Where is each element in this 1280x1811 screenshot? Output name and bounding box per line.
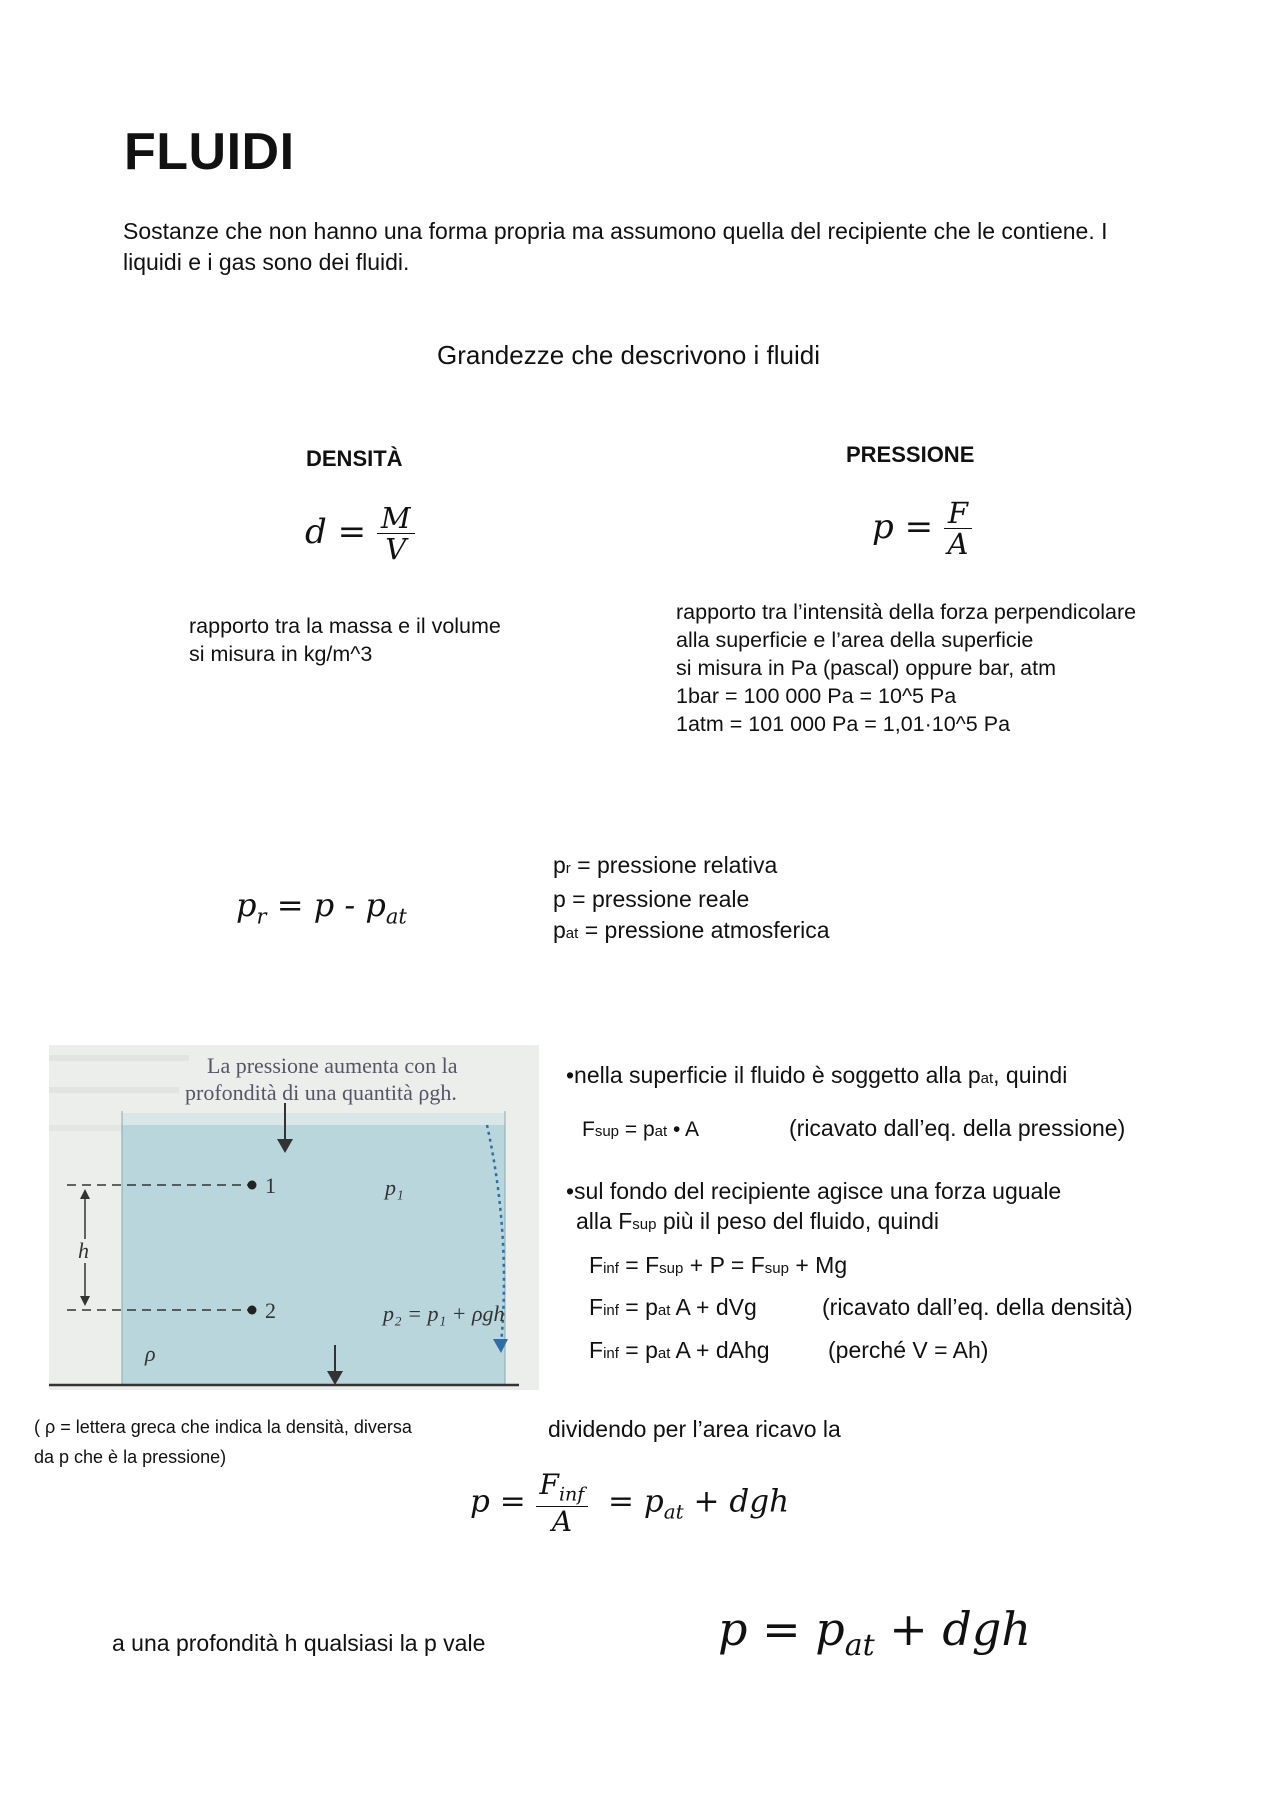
pressure-depth-figure: [49, 1045, 539, 1390]
legend-subscript: r: [565, 860, 571, 877]
legend-text: = pressione atmosferica: [578, 917, 830, 943]
legend-line-relative: [553, 850, 830, 884]
eq-text: = p: [618, 1337, 658, 1363]
numerator-subscript: inf: [558, 1483, 585, 1506]
bullet-subscript: at: [980, 1070, 994, 1087]
final-denominator: A: [551, 1504, 573, 1538]
legend-symbol: p: [553, 852, 566, 878]
eq-symbol: F: [589, 1252, 604, 1278]
density-description: [189, 612, 501, 668]
finf-note-2: (ricavato dall’eq. della densità): [822, 1294, 1133, 1320]
pressure-formula-lhs: p =: [872, 506, 934, 547]
bullet-text: più il peso del fluido, quindi: [656, 1208, 940, 1234]
final-fraction: [536, 1470, 589, 1536]
formula-lhs: p = p: [718, 1602, 845, 1656]
legend-subscript: at: [565, 925, 579, 942]
pressure-line: alla superficie e l’area della superficie: [676, 628, 1034, 652]
bullet-bottom-line-1: •sul fondo del recipiente agisce una forza uguale: [566, 1178, 1062, 1204]
eq-subscript: sup: [764, 1260, 789, 1277]
finf-equation-3: [589, 1337, 770, 1364]
legend-text: = pressione relativa: [570, 852, 778, 878]
h-label: h: [78, 1238, 89, 1263]
eq-subscript: at: [657, 1302, 671, 1319]
eq-text: + Mg: [788, 1252, 848, 1278]
formula-lhs: p =: [470, 1483, 526, 1520]
eq-symbol: F: [589, 1294, 604, 1320]
legend-symbol: p: [553, 886, 566, 912]
eq-text: • A: [667, 1118, 700, 1141]
eq-text: + P = F: [683, 1252, 765, 1278]
legend-text: = pressione reale: [565, 886, 750, 912]
eq-subscript: inf: [603, 1302, 619, 1319]
pressure-heading: PRESSIONE: [846, 442, 975, 467]
intro-paragraph: Sostanze che non hanno una forma propria ma assumono quella del recipiente che le contiene. I liquidi e i gas sono dei fluidi.: [123, 218, 1108, 275]
eq-text: = p: [618, 1294, 658, 1320]
figure-caption-line-2: profondità di una quantità ρgh.: [185, 1080, 457, 1105]
final-pressure-formula: [470, 1470, 789, 1536]
finf-equation-2: [589, 1294, 757, 1321]
eq-subscript: sup: [659, 1260, 684, 1277]
bullet-text: alla F: [576, 1208, 633, 1234]
rho-note-line: ( ρ = lettera greca che indica la densità, diversa: [34, 1417, 412, 1437]
numerator-symbol: F: [539, 1468, 559, 1501]
rho-note: [34, 1412, 412, 1472]
formula-rest: + dgh: [874, 1602, 1031, 1656]
bullet-text: •nella superficie il fluido è soggetto alla p: [566, 1062, 981, 1088]
p1-label: p₁: [385, 1175, 404, 1200]
section-subtitle: Grandezze che descrivono i fluidi: [437, 340, 820, 370]
bullet-bottom: [566, 1176, 1061, 1240]
pressure-line: 1atm = 101 000 Pa = 1,01·10^5 Pa: [676, 712, 1011, 736]
density-numerator: M: [377, 503, 415, 534]
pressure-denominator: A: [947, 527, 969, 562]
pressure-formula: [872, 498, 972, 560]
eq-subscript: inf: [603, 1345, 619, 1362]
eq-subscript: inf: [603, 1260, 619, 1277]
bullet-surface: [566, 1062, 1067, 1089]
density-denominator: V: [385, 532, 407, 567]
legend-symbol: p: [553, 917, 566, 943]
pressure-line: si misura in Pa (pascal) oppure bar, atm: [676, 656, 1056, 680]
p2-label: p₂ = p₁ + ρgh: [383, 1301, 505, 1326]
fsup-note: (ricavato dall’eq. della pressione): [789, 1115, 1126, 1141]
page-title: FLUIDI: [124, 123, 295, 181]
density-line: si misura in kg/m^3: [189, 642, 373, 666]
dividing-text: dividendo per l’area ricavo la: [548, 1416, 841, 1442]
density-line: rapporto tra la massa e il volume: [189, 614, 501, 638]
eq-text: A + dVg: [670, 1294, 757, 1320]
eq-subscript: at: [657, 1345, 671, 1362]
pressure-fraction: [944, 498, 972, 560]
formula-symbol: p: [236, 886, 257, 924]
eq-text: A + dAhg: [670, 1337, 770, 1363]
final-numerator: [536, 1470, 589, 1507]
eq-symbol: F: [589, 1337, 604, 1363]
density-heading: DENSITÀ: [306, 446, 403, 471]
legend-line-atmospheric: [553, 915, 830, 949]
density-fraction: [377, 503, 415, 565]
pressure-description: [676, 598, 1136, 738]
pressure-numerator: F: [944, 498, 972, 529]
bullet-bottom-line-2: [566, 1206, 1061, 1240]
point-1-label: 1: [265, 1173, 276, 1198]
formula-subscript: at: [663, 1499, 684, 1524]
density-formula: [305, 503, 415, 565]
formula-subscript: at: [385, 904, 407, 929]
formula-middle: = p -: [266, 886, 366, 924]
finf-equation-1: [589, 1252, 847, 1279]
eq-text: = F: [618, 1252, 660, 1278]
rho-note-line: da p che è la pressione): [34, 1447, 227, 1467]
eq-symbol: F: [582, 1118, 595, 1141]
relative-pressure-legend: [553, 850, 830, 949]
figure-caption-line-1: La pressione aumenta con la: [207, 1053, 458, 1078]
pressure-line: rapporto tra l’intensità della forza perpendicolare: [676, 600, 1137, 624]
eq-subscript: at: [654, 1123, 668, 1140]
depth-text: a una profondità h qualsiasi la p vale: [112, 1630, 486, 1656]
depth-formula: [718, 1602, 1031, 1663]
bullet-subscript: sup: [632, 1216, 657, 1233]
formula-subscript: r: [256, 904, 267, 929]
formula-middle: = p: [598, 1483, 664, 1520]
formula-symbol: p: [365, 886, 386, 924]
formula-subscript: at: [844, 1628, 875, 1664]
fsup-equation: [582, 1115, 699, 1147]
pressure-line: 1bar = 100 000 Pa = 10^5 Pa: [676, 684, 957, 708]
eq-text: = p: [619, 1118, 655, 1141]
legend-line-real: [553, 884, 830, 915]
relative-pressure-formula: [236, 886, 407, 928]
point-2-label: 2: [265, 1298, 276, 1323]
finf-note-3: (perché V = Ah): [828, 1337, 989, 1363]
bullet-text-end: , quindi: [993, 1062, 1068, 1088]
eq-subscript: sup: [594, 1123, 620, 1140]
rho-label: ρ: [145, 1341, 156, 1366]
formula-rest: + dgh: [683, 1483, 790, 1520]
density-formula-lhs: d =: [305, 511, 367, 552]
